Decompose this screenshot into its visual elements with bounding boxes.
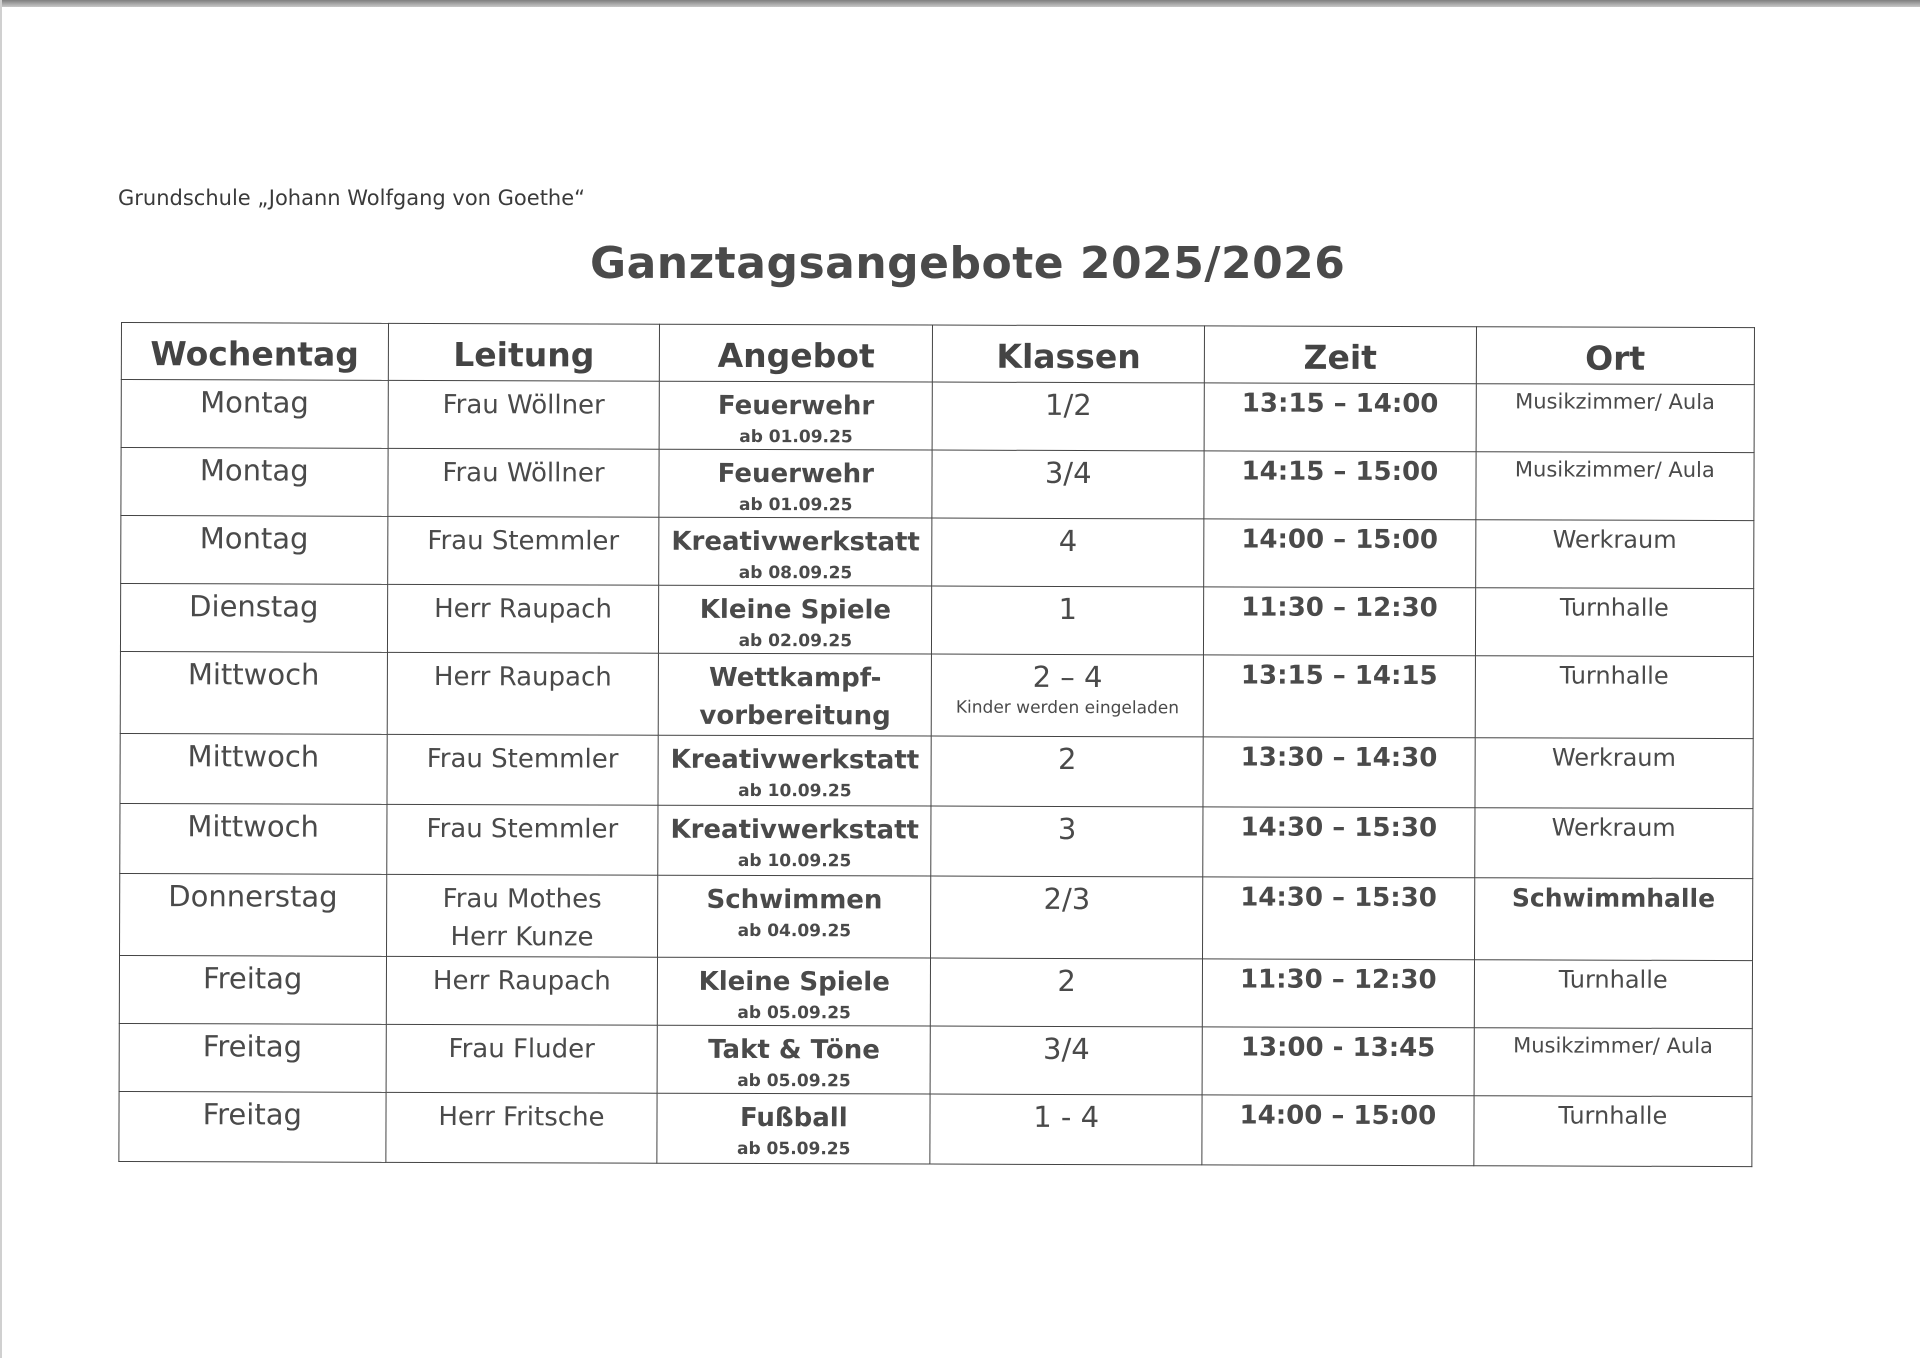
cell-zeit: 11:30 – 12:30 [1202, 959, 1474, 1028]
angebot-name: Kleine Spiele [698, 966, 890, 998]
angebot-start-date: ab 04.09.25 [737, 920, 852, 942]
cell-wochentag: Freitag [119, 955, 386, 1024]
leitung-name: Frau Stemmler [426, 813, 619, 845]
angebot-name: Kreativwerkstatt [670, 814, 920, 846]
leitung-name: Herr Raupach [432, 965, 611, 997]
cell-leitung [386, 874, 658, 957]
cell-klassen [931, 806, 1203, 877]
cell-ort: Musikzimmer/ Aula [1474, 1028, 1753, 1097]
leitung-name-2: Herr Kunze [450, 922, 594, 953]
leitung-name: Frau Stemmler [427, 525, 620, 557]
cell-zeit: 13:15 – 14:15 [1203, 655, 1475, 738]
angebot-start-date: ab 10.09.25 [737, 850, 852, 872]
angebot-start-date: ab 05.09.25 [737, 1070, 851, 1092]
klassen-value: 1/2 [1045, 387, 1092, 423]
angebot-name: Kreativwerkstatt [670, 744, 920, 776]
klassen-value: 2 [1057, 963, 1076, 999]
klassen-value: 1 [1058, 591, 1078, 627]
cell-angebot [659, 653, 932, 736]
klassen-value: 2 [1058, 741, 1077, 777]
leitung-name: Frau Stemmler [426, 743, 619, 775]
cell-zeit: 14:00 – 15:00 [1202, 1095, 1474, 1166]
angebot-name: Feuerwehr [717, 390, 875, 422]
cell-wochentag: Dienstag [120, 584, 387, 653]
cell-angebot [658, 875, 931, 958]
angebot-name: Kleine Spiele [699, 594, 892, 626]
cell-ort: Werkraum [1475, 738, 1754, 809]
table-body [119, 380, 1754, 1167]
angebot-name: Takt & Töne [708, 1034, 880, 1066]
cell-ort: Schwimmhalle [1474, 878, 1753, 961]
cell-angebot [659, 517, 932, 586]
scan-edge-top [0, 0, 1920, 7]
cell-wochentag: Mittwoch [120, 733, 387, 804]
cell-ort: Musikzimmer/ Aula [1476, 384, 1755, 453]
cell-ort: Turnhalle [1475, 656, 1754, 739]
cell-klassen [930, 1026, 1202, 1095]
table-row [120, 584, 1753, 657]
klassen-value: 3 [1057, 811, 1077, 847]
cell-zeit: 14:00 – 15:00 [1204, 519, 1476, 588]
leitung-name: Herr Raupach [433, 661, 612, 693]
angebot-start-date: ab 05.09.25 [737, 1002, 851, 1024]
cell-angebot [658, 805, 931, 876]
cell-wochentag: Montag [121, 380, 388, 449]
angebot-name: Schwimmen [706, 884, 883, 916]
klassen-value: 3/4 [1043, 1031, 1090, 1067]
leitung-name: Herr Fritsche [438, 1102, 605, 1133]
cell-leitung [385, 1092, 657, 1163]
cell-zeit: 14:15 – 15:00 [1204, 451, 1476, 520]
column-header-ort: Ort [1476, 327, 1755, 385]
leitung-name: Herr Raupach [434, 593, 613, 625]
table-row [121, 380, 1754, 453]
cell-angebot [658, 957, 931, 1026]
cell-ort: Turnhalle [1475, 588, 1754, 657]
leitung-name: Frau Wöllner [442, 458, 605, 489]
klassen-value: 2 – 4 [1032, 659, 1103, 695]
column-header-zeit: Zeit [1204, 326, 1476, 384]
cell-ort: Werkraum [1474, 808, 1753, 879]
table-row [119, 1091, 1752, 1166]
angebot-name-2: vorbereitung [699, 700, 891, 732]
cell-leitung [387, 652, 659, 735]
cell-zeit: 14:30 – 15:30 [1203, 807, 1475, 878]
table-row [121, 516, 1754, 589]
scan-edge-left [0, 0, 2, 1358]
leitung-name: Frau Mothes [442, 884, 602, 915]
table-row [121, 448, 1754, 521]
table-row [120, 733, 1753, 808]
cell-leitung [387, 516, 659, 585]
klassen-value: 2/3 [1043, 881, 1091, 917]
cell-leitung [386, 804, 658, 875]
angebot-start-date: ab 10.09.25 [738, 780, 852, 802]
cell-ort: Werkraum [1475, 520, 1754, 589]
cell-leitung [387, 584, 659, 653]
cell-ort: Turnhalle [1473, 1096, 1752, 1167]
cell-wochentag: Freitag [119, 1091, 386, 1162]
table-row [120, 651, 1753, 738]
table-header-row [121, 323, 1754, 385]
cell-wochentag: Donnerstag [120, 873, 387, 956]
klassen-value: 4 [1058, 523, 1078, 559]
angebot-start-date: ab 01.09.25 [739, 426, 853, 448]
cell-angebot [659, 585, 932, 654]
angebot-name: Feuerwehr [717, 458, 875, 490]
cell-leitung [386, 956, 658, 1025]
klassen-value: 3/4 [1044, 455, 1092, 491]
cell-wochentag: Freitag [119, 1023, 386, 1092]
table-row [119, 1023, 1752, 1096]
table-row [120, 803, 1753, 878]
column-header-wochentag: Wochentag [121, 323, 388, 381]
angebot-start-date: ab 08.09.25 [738, 562, 853, 584]
cell-zeit: 13:30 – 14:30 [1203, 737, 1475, 808]
school-name: Grundschule „Johann Wolfgang von Goethe“ [118, 186, 586, 210]
cell-leitung [387, 734, 659, 805]
cell-wochentag: Montag [121, 516, 388, 585]
cell-klassen [930, 1094, 1202, 1165]
cell-klassen [931, 736, 1203, 807]
angebot-start-date: ab 01.09.25 [738, 494, 853, 516]
column-header-angebot: Angebot [660, 324, 933, 382]
klassen-note: Kinder werden eingeladen [955, 697, 1180, 719]
cell-leitung [388, 380, 660, 449]
cell-ort: Turnhalle [1474, 960, 1753, 1029]
cell-klassen [932, 450, 1204, 519]
cell-wochentag: Mittwoch [120, 803, 387, 874]
column-header-leitung: Leitung [388, 323, 660, 381]
table-row [119, 955, 1752, 1028]
angebot-start-date: ab 02.09.25 [738, 630, 853, 652]
cell-klassen [932, 382, 1204, 451]
cell-zeit: 13:00 - 13:45 [1202, 1027, 1474, 1096]
cell-angebot [658, 735, 931, 806]
page-title: Ganztagsangebote 2025/2026 [590, 238, 1346, 289]
cell-zeit: 13:15 – 14:00 [1204, 383, 1476, 452]
cell-zeit: 14:30 – 15:30 [1203, 877, 1475, 960]
cell-klassen [931, 654, 1203, 737]
leitung-name: Frau Fluder [448, 1034, 595, 1065]
cell-leitung [387, 448, 659, 517]
angebot-start-date: ab 05.09.25 [736, 1138, 851, 1160]
table-row [120, 873, 1753, 960]
angebot-name: Wettkampf- [708, 662, 882, 694]
cell-wochentag: Montag [121, 448, 388, 517]
cell-klassen [931, 958, 1203, 1027]
cell-wochentag: Mittwoch [120, 651, 387, 734]
angebot-name: Kreativwerkstatt [671, 526, 920, 558]
cell-leitung [386, 1024, 658, 1093]
cell-klassen [932, 518, 1204, 587]
angebot-name: Fußball [739, 1102, 848, 1134]
column-header-klassen: Klassen [933, 325, 1205, 383]
cell-klassen [932, 586, 1204, 655]
cell-angebot [657, 1093, 930, 1164]
klassen-value: 1 - 4 [1033, 1099, 1100, 1135]
cell-ort: Musikzimmer/ Aula [1475, 452, 1754, 521]
cell-angebot [659, 449, 932, 518]
cell-angebot [660, 381, 933, 450]
schedule-table [118, 322, 1755, 1167]
cell-klassen [931, 876, 1203, 959]
cell-zeit: 11:30 – 12:30 [1204, 587, 1476, 656]
leitung-name: Frau Wöllner [442, 390, 605, 421]
cell-angebot [658, 1025, 931, 1094]
